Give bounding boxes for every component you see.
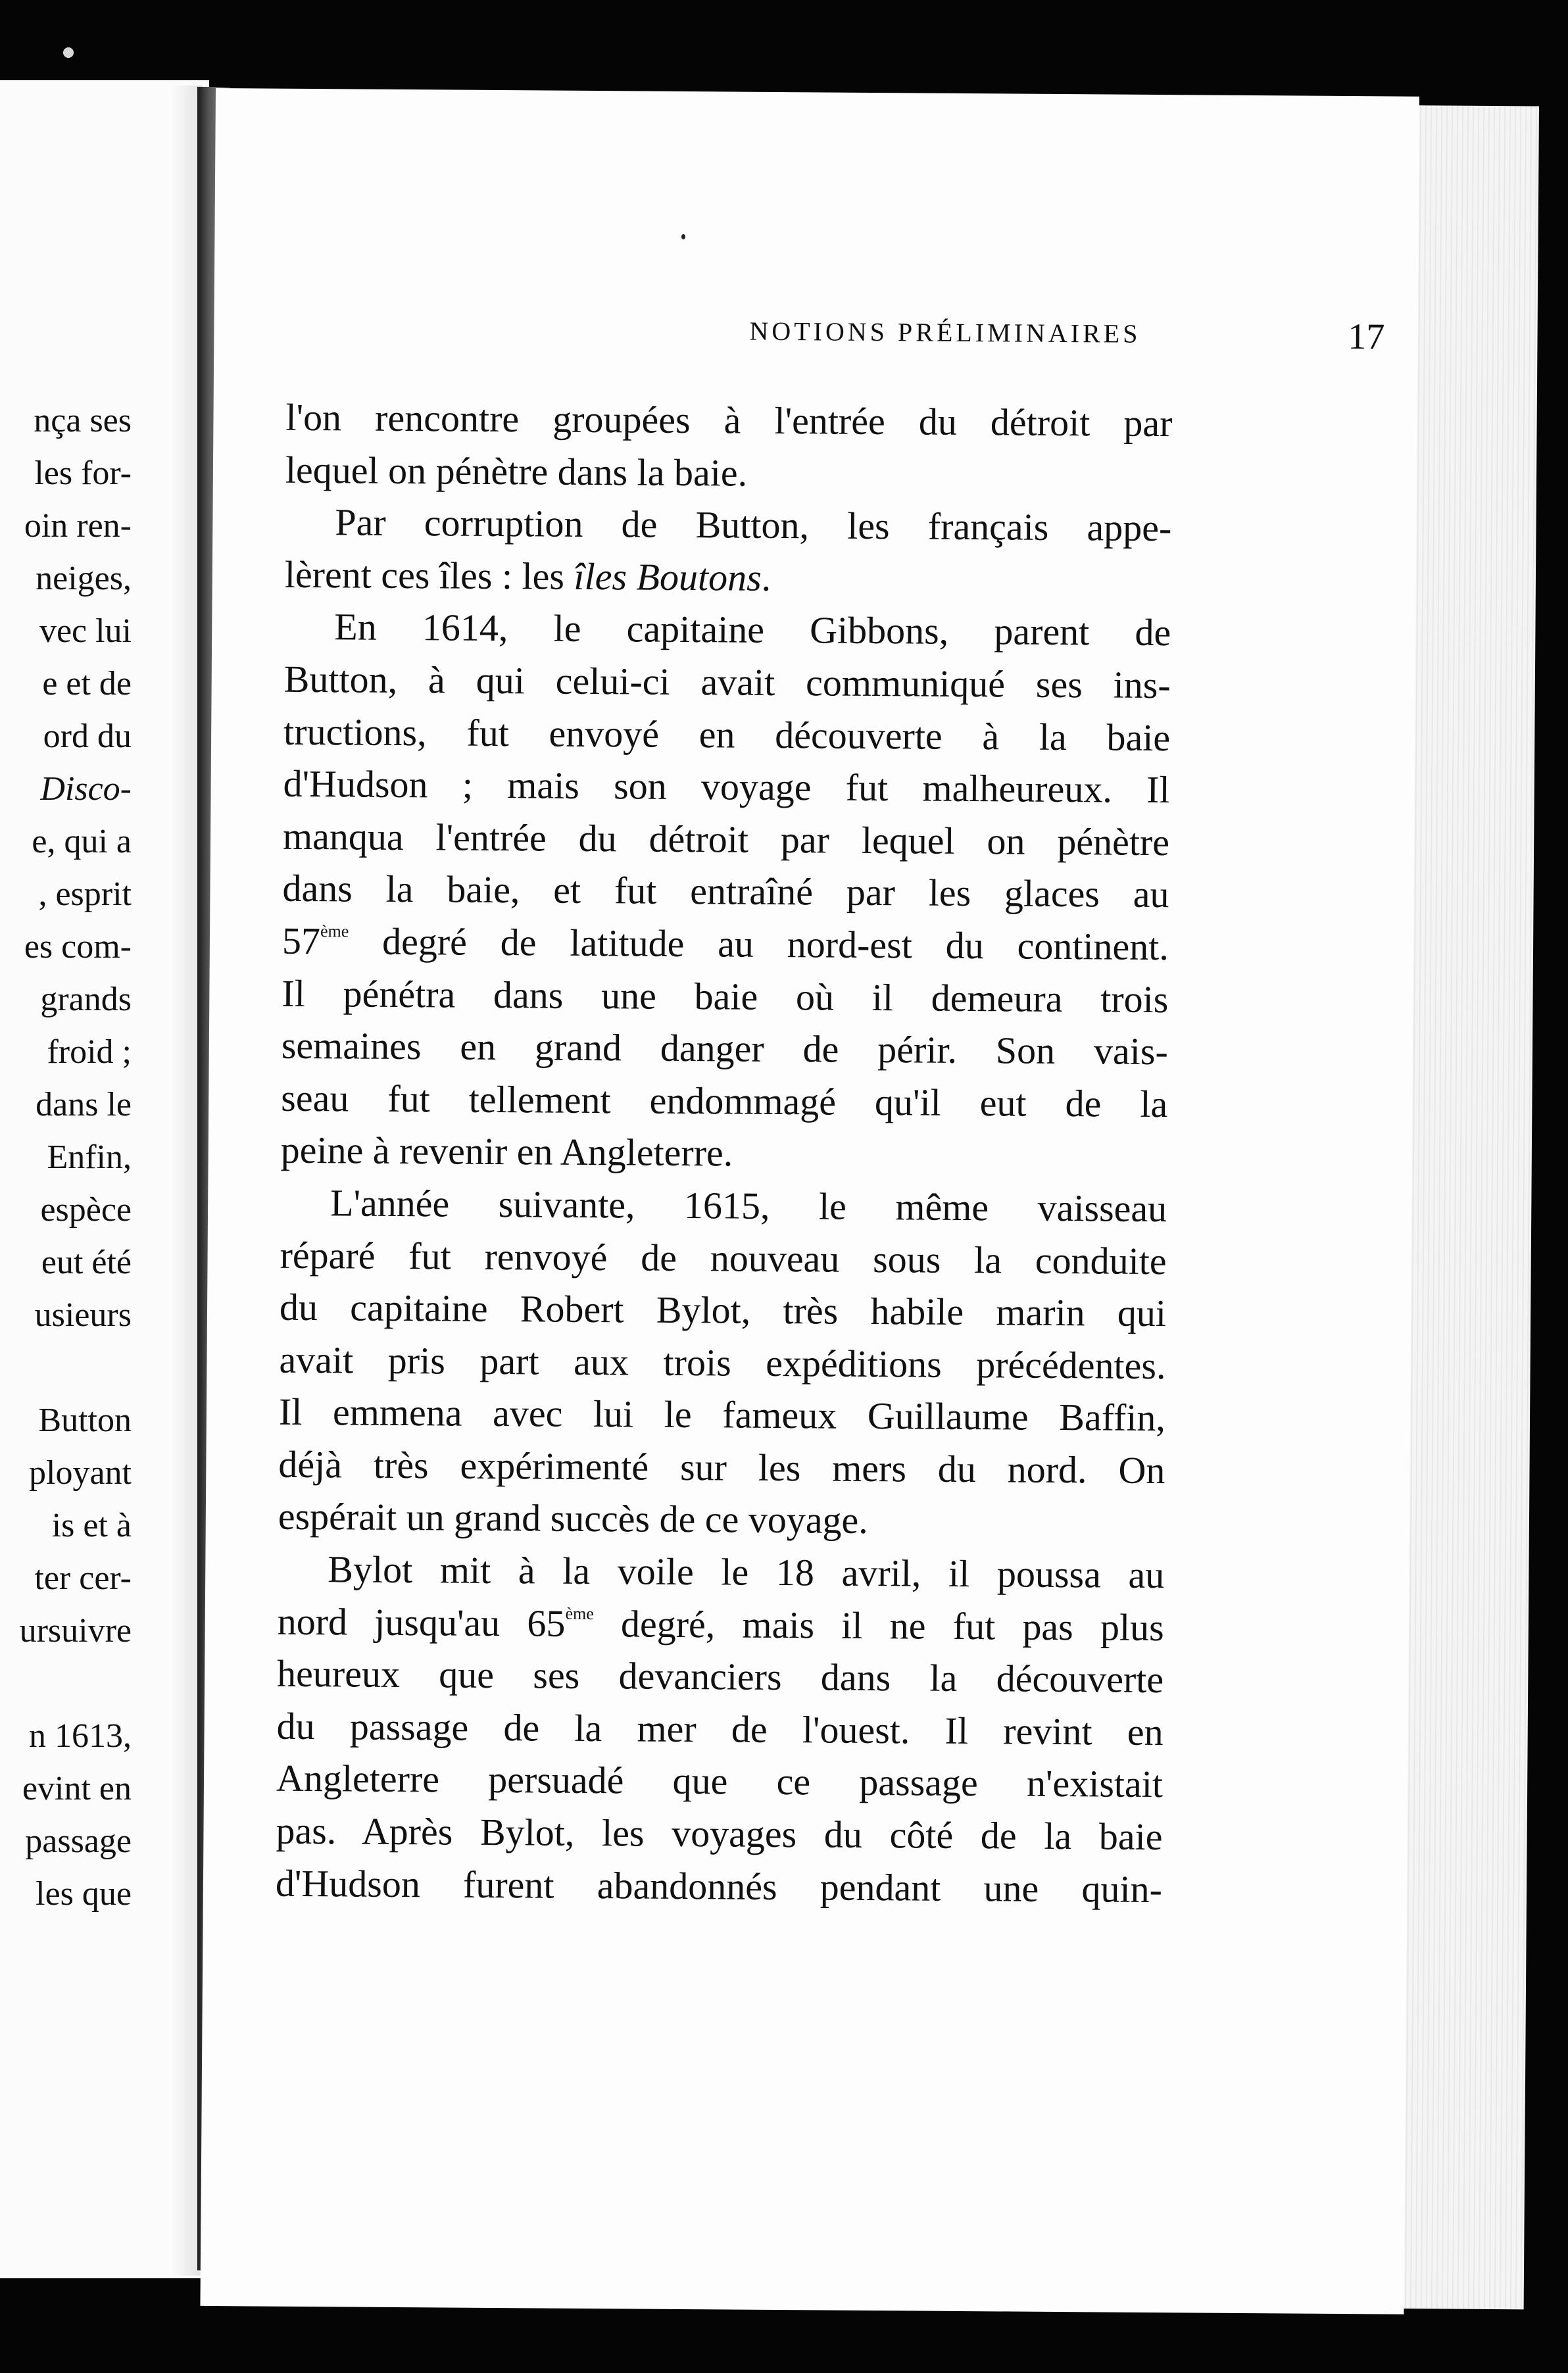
text-line (279, 1386, 1166, 1444)
text-line (276, 1700, 1164, 1759)
line-text: semaines en grand danger de périr. Son vais- (281, 1023, 1169, 1073)
left-page-line: e et de (42, 665, 132, 702)
line-text: du passage de la mer de l'ouest. Il revint en (276, 1704, 1164, 1753)
text-line (277, 1595, 1164, 1653)
line-text: du capitaine Robert Bylot, très habile marin qui (279, 1285, 1167, 1335)
text-line (278, 1543, 1165, 1602)
left-page-line: e, qui a (32, 823, 132, 860)
line-text: tructions, fut envoyé en découverte à la baie (283, 710, 1171, 759)
text-line (280, 1281, 1167, 1340)
line-text: En 1614, le capitaine Gibbons, parent de (334, 605, 1171, 654)
text-line (283, 705, 1171, 764)
left-page-line: ployant (29, 1454, 132, 1492)
italic-text: îles Boutons (574, 554, 762, 599)
text-line (278, 1490, 1165, 1549)
left-page-line: grands (40, 981, 132, 1018)
text-line (276, 1857, 1163, 1915)
text-line (285, 391, 1173, 450)
left-page-line: Disco- (40, 770, 132, 808)
left-page-line: ursuivre (19, 1612, 132, 1650)
text-line (282, 1019, 1169, 1078)
line-text: Angleterre persuadé que ce passage n'existait (276, 1757, 1164, 1806)
left-page-line: neiges, (36, 560, 132, 597)
dust-speck (63, 47, 74, 58)
left-page-line: n 1613, (29, 1717, 132, 1755)
line-text: peine à revenir en Angleterre. (280, 1129, 733, 1175)
line-text: Il emmena avec lui le fameux Guillaume Baffin, (278, 1390, 1166, 1440)
left-page-line: , esprit (38, 875, 132, 913)
left-page-line: froid ; (47, 1033, 132, 1071)
text-line (280, 1229, 1167, 1287)
line-text: avait pris part aux trois expéditions précédentes. (279, 1338, 1166, 1387)
left-page-line: evint en (22, 1770, 132, 1807)
text-line (283, 653, 1171, 712)
left-page-line (0, 1657, 132, 1710)
line-text: réparé fut renvoyé de nouveau sous la conduite (280, 1233, 1167, 1283)
text-line (285, 443, 1173, 502)
text-line (280, 1177, 1167, 1235)
page-number: 17 (1348, 316, 1385, 358)
left-page-line: eut été (41, 1244, 132, 1281)
left-page-line: espèce (40, 1191, 132, 1229)
running-head: NOTIONS PRÉLIMINAIRES (749, 316, 1141, 349)
text-line (276, 1752, 1164, 1811)
text-line (281, 1071, 1168, 1130)
text-line (276, 1805, 1163, 1863)
line-text: L'année suivante, 1615, le même vaisseau (330, 1181, 1167, 1231)
left-page-line: Button (38, 1402, 132, 1439)
text-line (278, 1438, 1165, 1497)
left-page-line: les for- (34, 454, 132, 492)
line-text: heureux que ses devanciers dans la découverte (276, 1651, 1164, 1701)
text-line (285, 549, 1172, 607)
left-page-line: nça ses (34, 402, 132, 439)
text-line (277, 1648, 1164, 1706)
left-page-line: passage (25, 1823, 132, 1860)
left-page-line: dans le (36, 1086, 132, 1123)
right-page (200, 88, 1419, 2314)
line-text: Par corruption de Button, les français appe- (335, 501, 1172, 550)
left-page-line: ord du (43, 718, 132, 755)
left-page-line (0, 1342, 132, 1394)
left-page-line: is et à (51, 1507, 132, 1544)
line-text: l'on rencontre groupées à l'entrée du détroit par (285, 395, 1173, 445)
line-text: Il pénétra dans une baie où il demeura trois (282, 971, 1169, 1021)
line-text: degré de latitude au nord-est du continent. (349, 919, 1169, 969)
text-line (282, 915, 1169, 973)
left-page-line: vec lui (39, 612, 132, 650)
superscript: ème (565, 1603, 594, 1623)
line-text: Bylot mit à la voile le 18 avril, il poussa au (328, 1548, 1165, 1597)
text-line (282, 967, 1169, 1025)
line-text: seau fut tellement endommagé qu'il eut de la (281, 1076, 1168, 1125)
line-text: nord jusqu'au 65 (277, 1600, 566, 1645)
dust-speck (681, 234, 685, 239)
left-page-line: usieurs (34, 1296, 132, 1334)
line-text: d'Hudson furent abandonnés pendant une quin- (275, 1861, 1163, 1911)
line-text: déjà très expérimenté sur les mers du nord. On (278, 1442, 1165, 1492)
left-page-text (0, 395, 132, 1920)
left-page-line: Enfin, (47, 1138, 132, 1176)
text-line (283, 810, 1170, 868)
line-text: . (761, 556, 772, 599)
line-text: Button, à qui celui-ci avait communiqué ses ins- (283, 657, 1171, 707)
text-line (280, 1124, 1167, 1183)
left-page-line: ter cer- (34, 1559, 132, 1597)
left-page-line: oin ren- (24, 507, 132, 545)
left-page-line: les que (36, 1875, 132, 1913)
body-text (276, 391, 1173, 1916)
line-text: dans la baie, et fut entraîné par les glaces au (282, 867, 1169, 916)
line-text: lèrent ces îles : les (284, 552, 574, 598)
text-line (283, 758, 1170, 816)
superscript: ème (320, 921, 349, 941)
line-text: d'Hudson ; mais son voyage fut malheureux. Il (283, 762, 1170, 812)
left-page-line: es com- (24, 928, 132, 966)
line-text: pas. Après Bylot, les voyages du côté de la baie (276, 1809, 1163, 1859)
line-text: espérait un grand succès de ce voyage. (278, 1495, 869, 1542)
text-line (284, 600, 1171, 659)
text-line (282, 862, 1169, 921)
line-text: degré, mais il ne fut pas plus (593, 1602, 1164, 1649)
line-text: 57 (282, 919, 321, 963)
text-line (279, 1333, 1166, 1392)
line-text: manqua l'entrée du détroit par lequel on pénètre (282, 814, 1170, 864)
text-line (285, 496, 1172, 554)
line-text: lequel on pénètre dans la baie. (285, 448, 748, 495)
